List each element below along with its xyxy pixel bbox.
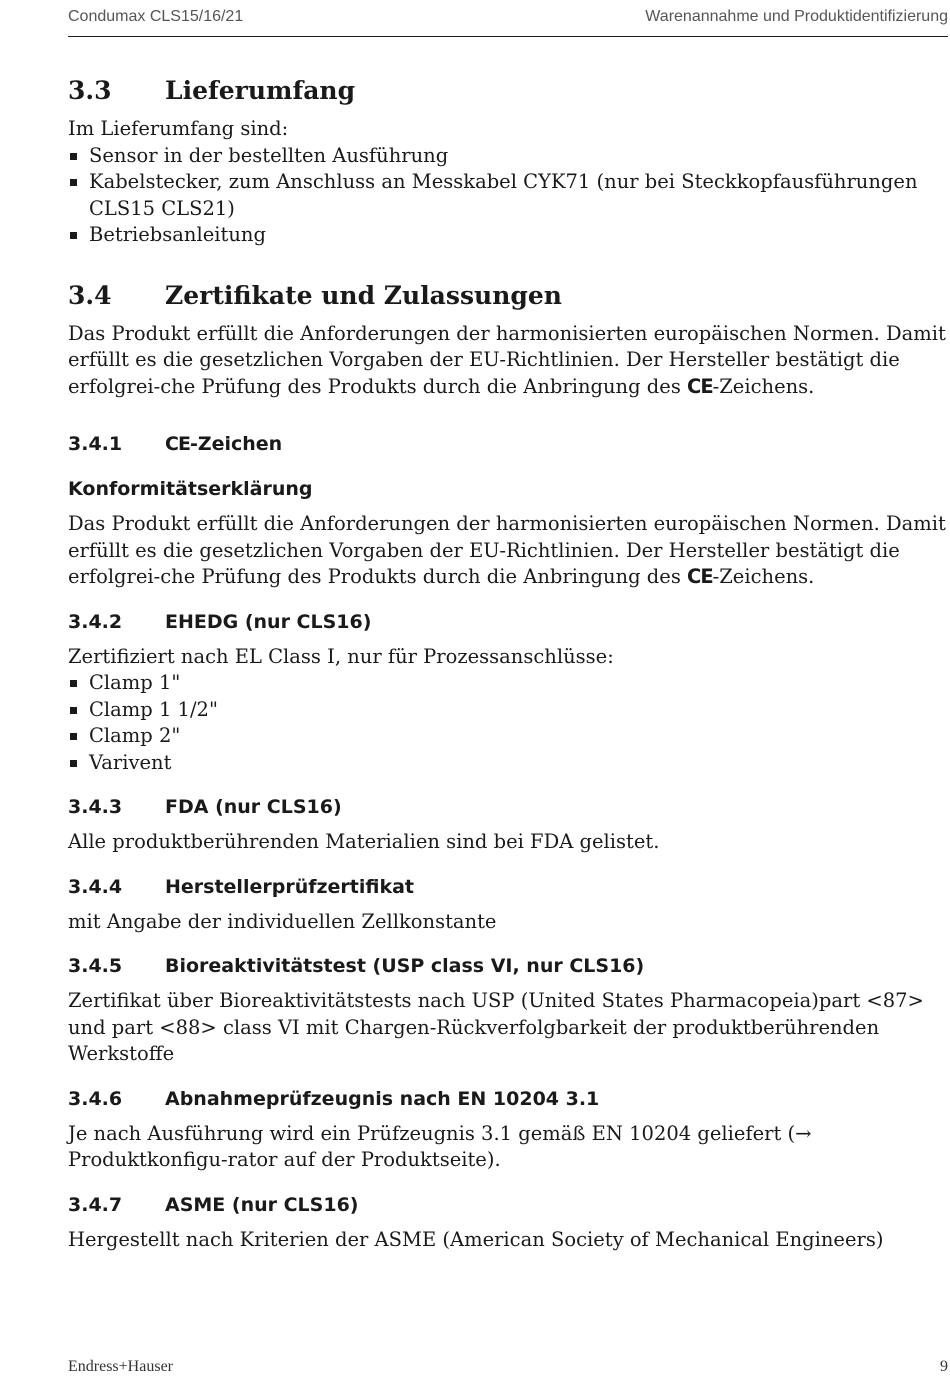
header-product-name: Condumax CLS15/16/21: [68, 8, 244, 25]
paragraph: Zertifiziert nach EL Class I, nur für Prozessanschlüsse:: [68, 644, 614, 668]
section-number: 3.4: [68, 280, 112, 310]
list-item: Varivent: [68, 750, 948, 777]
section-number: 3.4.6: [68, 1087, 123, 1110]
section-heading-3-3: [68, 74, 948, 108]
list-item: Clamp 1 1/2": [68, 697, 948, 724]
footer-company: Endress+Hauser: [68, 1358, 173, 1375]
section-title: FDA (nur CLS16): [165, 796, 342, 818]
ce-mark-icon: CE: [687, 374, 713, 398]
section-number: 3.3: [68, 76, 112, 105]
delivery-list: [68, 143, 948, 249]
section-heading-3-4-7: [68, 1191, 948, 1219]
list-item: Betriebsanleitung: [68, 222, 948, 249]
section-title: ASME (nur CLS16): [165, 1193, 359, 1216]
section-number: 3.4.3: [68, 796, 123, 818]
section-title: Abnahmeprüfzeugnis nach EN 10204 3.1: [165, 1087, 600, 1110]
section-number: 3.4.2: [68, 610, 123, 633]
paragraph: Das Produkt erfüllt die Anforderungen der harmonisierten europäischen Normen. Damit erfüllt es die gesetzlichen Vorgaben der EU-Richtlinien. Der Hersteller bestätigt die erfolgrei-che Prüfung des Produkts durch die Anbringung des CE-Zeichens.: [68, 512, 946, 588]
section-heading-3-4-5: [68, 952, 948, 980]
paragraph: Zertifikat über Bioreaktivitätstests nach USP (United States Pharmacopeia)part <87> und part <88> class VI mit Chargen-Rückverfolgbarkeit der produktberührenden Werkstoffe: [68, 989, 924, 1065]
paragraph: Hergestellt nach Kriterien der ASME (American Society of Mechanical Engineers): [68, 1227, 884, 1251]
page-number: 9: [940, 1358, 948, 1375]
section-number: 3.4.4: [68, 875, 123, 898]
section-heading-3-4-3: [68, 793, 948, 821]
section-heading-3-4-4: [68, 873, 948, 901]
ce-mark-icon: CE: [687, 565, 713, 588]
section-number: 3.4.5: [68, 955, 123, 977]
page-header: [68, 8, 948, 37]
section-title: CE-Zeichen: [165, 433, 283, 455]
list-item: Sensor in der bestellten Ausführung: [68, 143, 948, 170]
section-title: Lieferumfang: [165, 76, 356, 105]
section-heading-3-4-1: [68, 430, 948, 458]
header-chapter-title: Warenannahme und Produktidentifizierung: [645, 8, 948, 25]
section-number: 3.4.1: [68, 433, 123, 455]
section-heading-3-4-2: [68, 608, 948, 636]
section-title: Herstellerprüfzertifikat: [165, 875, 415, 898]
process-connection-list: [68, 670, 948, 776]
list-item: Kabelstecker, zum Anschluss an Messkabel CYK71 (nur bei Steckkopfausführungen CLS15 CLS21): [68, 169, 948, 222]
section-title: EHEDG (nur CLS16): [165, 610, 372, 633]
section-heading-3-4: [68, 279, 948, 313]
subheading-conformity: Konformitätserklärung: [68, 478, 313, 500]
section-title: Zertifikate und Zulassungen: [165, 280, 562, 310]
ce-mark-icon: CE: [165, 433, 190, 455]
page-content: [68, 74, 948, 1253]
paragraph: Im Lieferumfang sind:: [68, 117, 289, 140]
list-item: Clamp 1": [68, 670, 948, 697]
paragraph: mit Angabe der individuellen Zellkonstante: [68, 909, 497, 933]
paragraph: Das Produkt erfüllt die Anforderungen der harmonisierten europäischen Normen. Damit erfüllt es die gesetzlichen Vorgaben der EU-Richtlinien. Der Hersteller bestätigt die erfolgrei-che Prüfung des Produkts durch die Anbringung des CE-Zeichens.: [68, 321, 946, 398]
list-item: Clamp 2": [68, 723, 948, 750]
section-heading-3-4-6: [68, 1085, 948, 1113]
paragraph: Alle produktberührenden Materialien sind bei FDA gelistet.: [68, 830, 660, 853]
section-title: Bioreaktivitätstest (USP class VI, nur CLS16): [165, 955, 645, 977]
paragraph: Je nach Ausführung wird ein Prüfzeugnis 3.1 gemäß EN 10204 geliefert (→ Produktkonfigu-rator auf der Produktseite).: [68, 1121, 812, 1171]
section-number: 3.4.7: [68, 1193, 123, 1216]
